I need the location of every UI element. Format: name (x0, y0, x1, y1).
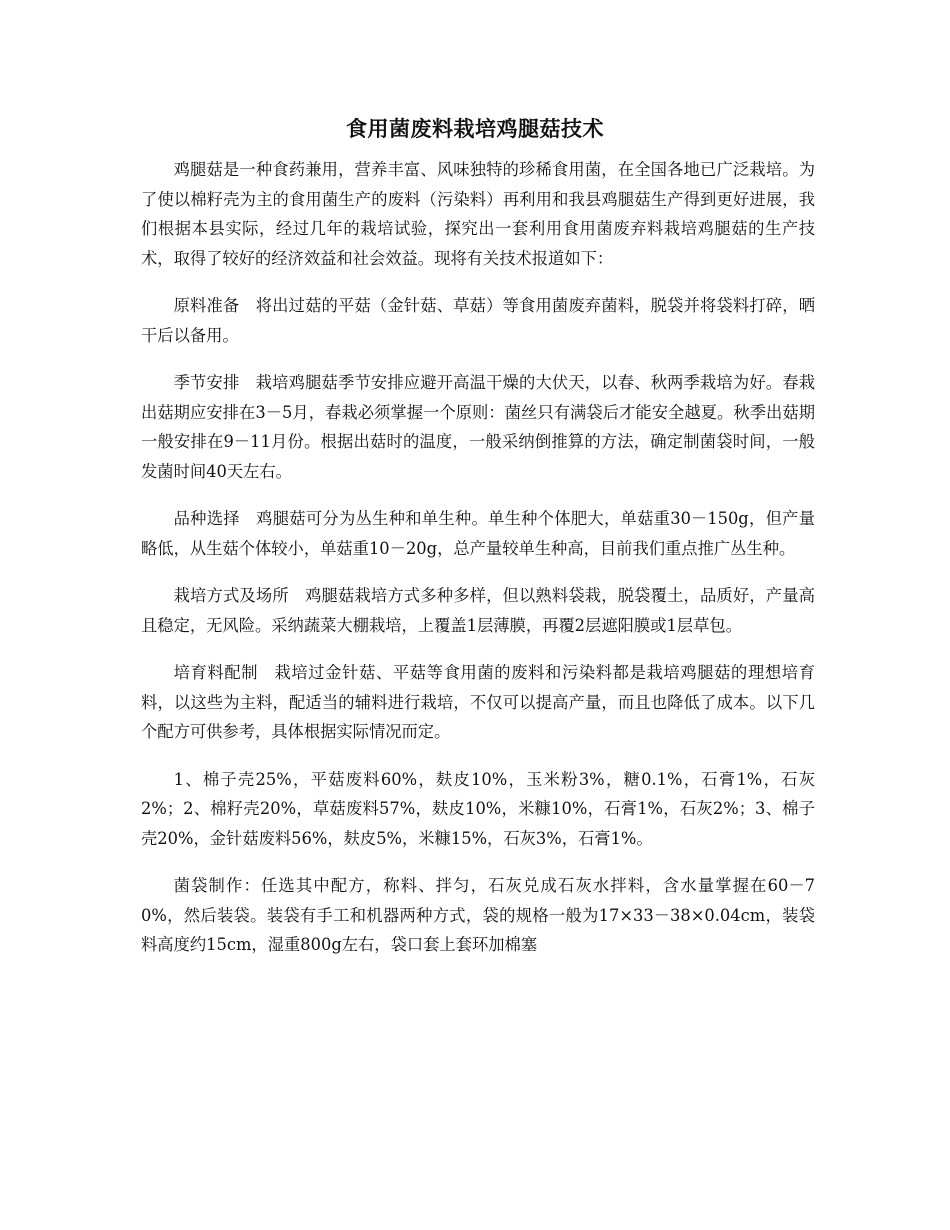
paragraph-text: 栽培鸡腿菇季节安排应避开高温干燥的大伏天，以春、秋两季栽培为好。春栽出菇期应安排在3－5月，春栽必须掌握一个原则：菌丝只有满袋后才能安全越夏。秋季出菇期一般安排在9－11月份。根据出菇时的温度，一般采纳倒推算的方法，确定制菌袋时间，一般发菌时间40天左右。 (141, 373, 815, 481)
paragraph-text: 鸡腿菇可分为丛生种和单生种。单生种个体肥大，单菇重30－150g，但产量略低，从生菇个体较小，单菇重10－20g，总产量较单生种高，目前我们重点推广丛生种。 (141, 509, 815, 558)
paragraph-heading: 栽培方式及场所 (173, 586, 289, 605)
paragraph-text: 将出过菇的平菇（金针菇、草菇）等食用菌废弃菌料，脱袋并将袋料打碎，晒干后以备用。 (141, 296, 815, 345)
paragraph-text: 菌袋制作：任选其中配方，称料、拌匀，石灰兑成石灰水拌料，含水量掌握在60－70%，然后装袋。装袋有手工和机器两种方式，袋的规格一般为17×33－38×0.04cm，装袋料高度约15cm，湿重800g左右，袋口套上套环加棉塞 (141, 876, 815, 954)
paragraph-text: 鸡腿菇栽培方式多种多样，但以熟料袋栽，脱袋覆土，品质好，产量高且稳定，无风险。采纳蔬菜大棚栽培，上覆盖1层薄膜，再覆2层遮阳膜或1层草包。 (141, 586, 815, 635)
paragraph-variety (141, 504, 815, 563)
paragraph-raw-materials (141, 291, 815, 350)
paragraph-cultivation-method (141, 581, 815, 640)
paragraph-text: 鸡腿菇是一种食药兼用，营养丰富、风味独特的珍稀食用菌，在全国各地已广泛栽培。为了使以棉籽壳为主的食用菌生产的废料（污染料）再利用和我县鸡腿菇生产得到更好进展，我们根据本县实际，经过几年的栽培试验，探究出一套利用食用菌废弃料栽培鸡腿菇的生产技术，取得了较好的经济效益和社会效益。现将有关技术报道如下： (141, 160, 815, 268)
paragraph-heading: 季节安排 (173, 373, 240, 392)
document-body (141, 155, 815, 978)
paragraph-season (141, 368, 815, 486)
paragraph-bag-making (141, 871, 815, 960)
paragraph-text: 栽培过金针菇、平菇等食用菌的废料和污染料都是栽培鸡腿菇的理想培育料，以这些为主料，配适当的辅料进行栽培，不仅可以提高产量，而且也降低了成本。以下几个配方可供参考，具体根据实际情况而定。 (141, 663, 815, 741)
paragraph-formulas (141, 765, 815, 854)
paragraph-medium-preparation (141, 658, 815, 747)
paragraph-heading: 品种选择 (173, 509, 240, 528)
paragraph-heading: 原料准备 (173, 296, 240, 315)
paragraph-text: 1、棉子壳25%，平菇废料60%，麸皮10%，玉米粉3%，糖0.1%，石膏1%，石灰2%；2、棉籽壳20%，草菇废料57%，麸皮10%，米糠10%，石膏1%，石灰2%；3、棉子壳20%，金针菇废料56%，麸皮5%，米糠15%，石灰3%，石膏1%。 (141, 769, 815, 848)
paragraph-intro (141, 155, 815, 273)
document-title: 食用菌废料栽培鸡腿菇技术 (346, 116, 604, 141)
paragraph-heading: 培育料配制 (173, 663, 259, 682)
